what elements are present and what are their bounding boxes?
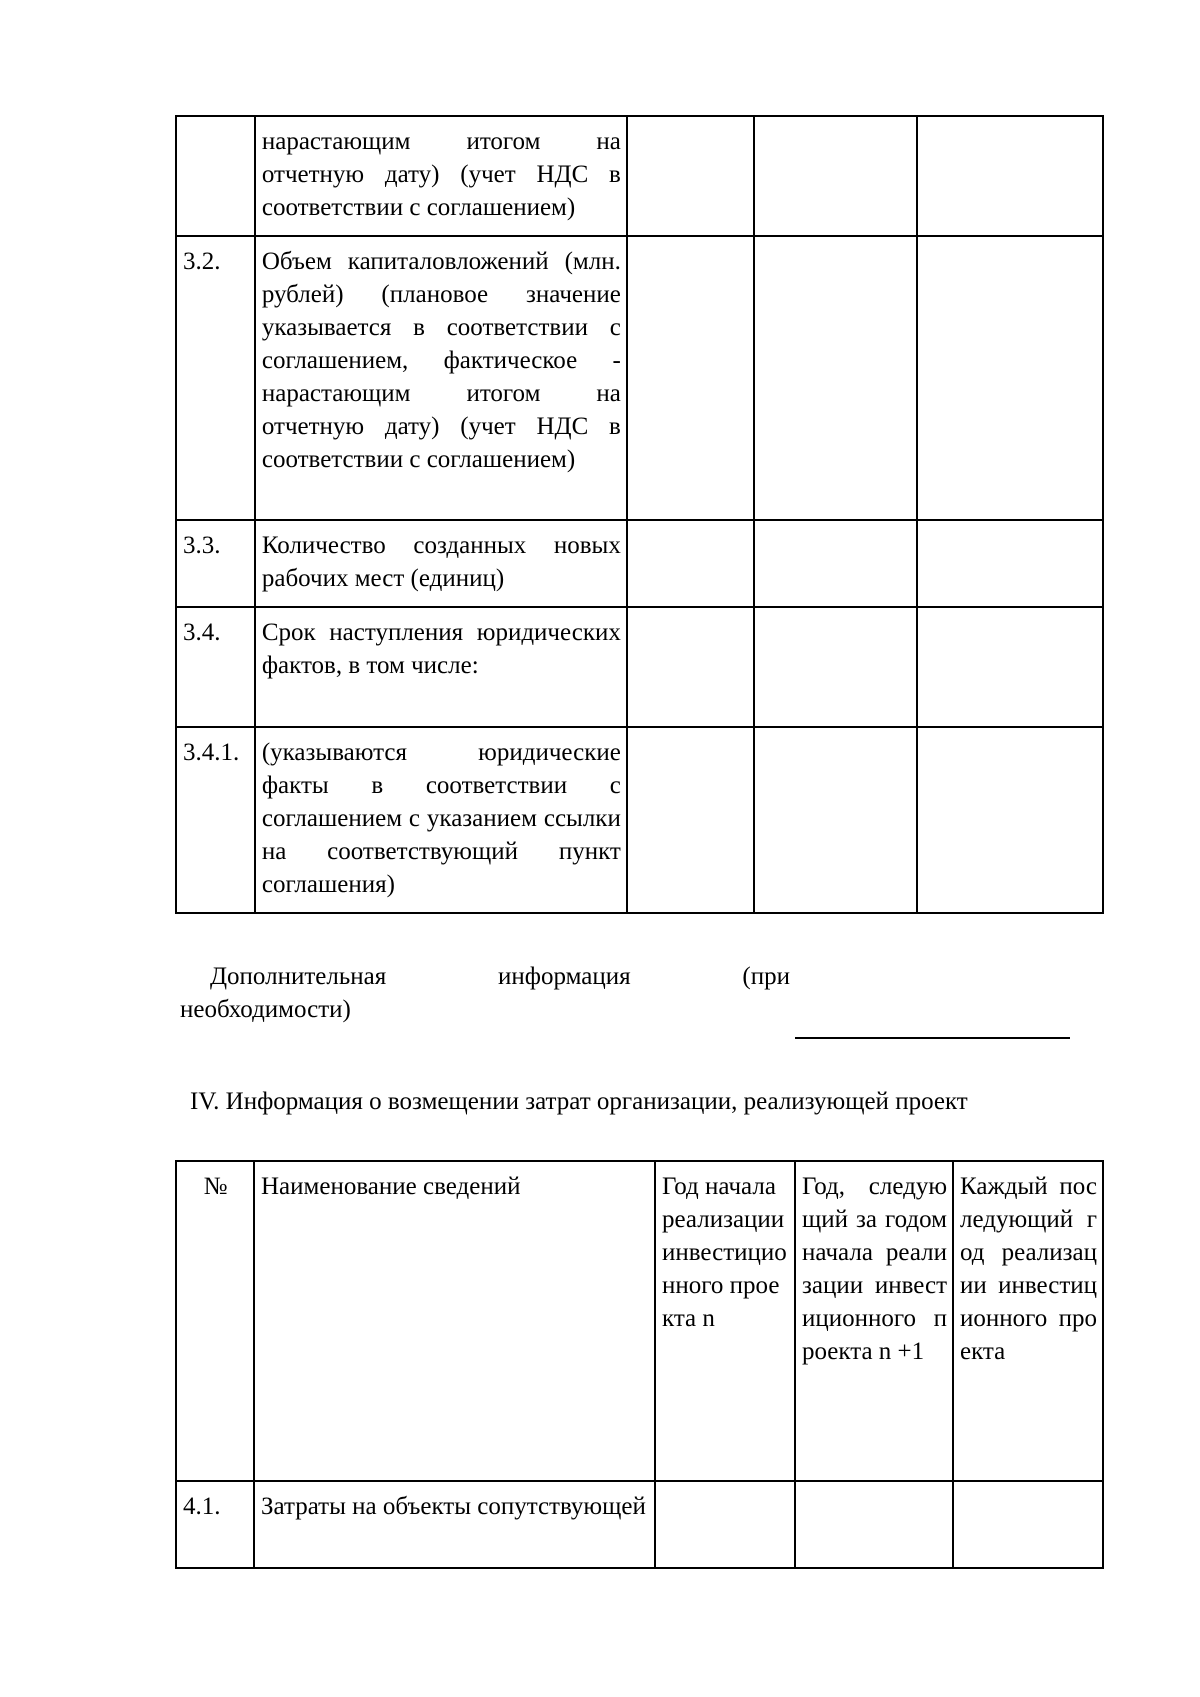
row-description: Объем капиталовложений (млн. рублей) (плановое значение указывается в соответствии с соглашением, фактическое - нарастающим итогом на отчетную дату) (учет НДС в соответствии с соглашением)	[255, 236, 627, 520]
value-cell	[754, 520, 917, 607]
table-row	[176, 520, 1103, 607]
indicators-table	[175, 115, 1104, 914]
value-cell	[953, 1481, 1103, 1568]
value-cell	[917, 520, 1103, 607]
row-number: 3.3.	[176, 520, 255, 607]
value-cell	[754, 236, 917, 520]
additional-info-line2: необходимости)	[180, 996, 351, 1023]
row-description: Срок наступления юридических фактов, в том числе:	[255, 607, 627, 727]
row-number	[176, 116, 255, 236]
row-description: нарастающим итогом на отчетную дату) (учет НДС в соответствии с соглашением)	[255, 116, 627, 236]
additional-info-blank-line	[795, 1037, 1070, 1039]
header-year-next: Год, следующий за годом начала реализации инвестиционного проекта n +1	[795, 1161, 953, 1481]
value-cell	[917, 236, 1103, 520]
cost-reimbursement-table	[175, 1160, 1104, 1569]
table-header-row	[176, 1161, 1103, 1481]
section-title: IV. Информация о возмещении затрат организации, реализующей проект	[190, 1088, 968, 1115]
header-year-start: Год начала реализации инвестиционного проекта n	[655, 1161, 795, 1481]
value-cell	[754, 727, 917, 913]
table-row	[176, 607, 1103, 727]
value-cell	[754, 116, 917, 236]
value-cell	[917, 727, 1103, 913]
row-description: (указываются юридические факты в соответствии с соглашением с указанием ссылки на соответствующий пункт соглашения)	[255, 727, 627, 913]
row-number: 4.1.	[176, 1481, 254, 1568]
table-row	[176, 116, 1103, 236]
row-number: 3.4.1.	[176, 727, 255, 913]
table-row	[176, 1481, 1103, 1568]
value-cell	[754, 607, 917, 727]
value-cell	[627, 236, 754, 520]
table-row	[176, 727, 1103, 913]
value-cell	[655, 1481, 795, 1568]
row-description: Количество созданных новых рабочих мест (единиц)	[255, 520, 627, 607]
header-year-each: Каждый последующий год реализации инвестиционного проекта	[953, 1161, 1103, 1481]
value-cell	[627, 520, 754, 607]
value-cell	[627, 607, 754, 727]
row-description: Затраты на объекты сопутствующей	[254, 1481, 655, 1568]
value-cell	[627, 727, 754, 913]
value-cell	[917, 116, 1103, 236]
row-number: 3.4.	[176, 607, 255, 727]
table-row	[176, 236, 1103, 520]
value-cell	[795, 1481, 953, 1568]
header-number: №	[176, 1161, 254, 1481]
value-cell	[627, 116, 754, 236]
additional-info-line1: Дополнительная информация (при	[210, 963, 790, 990]
additional-info-label	[180, 960, 790, 1026]
header-name: Наименование сведений	[254, 1161, 655, 1481]
row-number: 3.2.	[176, 236, 255, 520]
value-cell	[917, 607, 1103, 727]
